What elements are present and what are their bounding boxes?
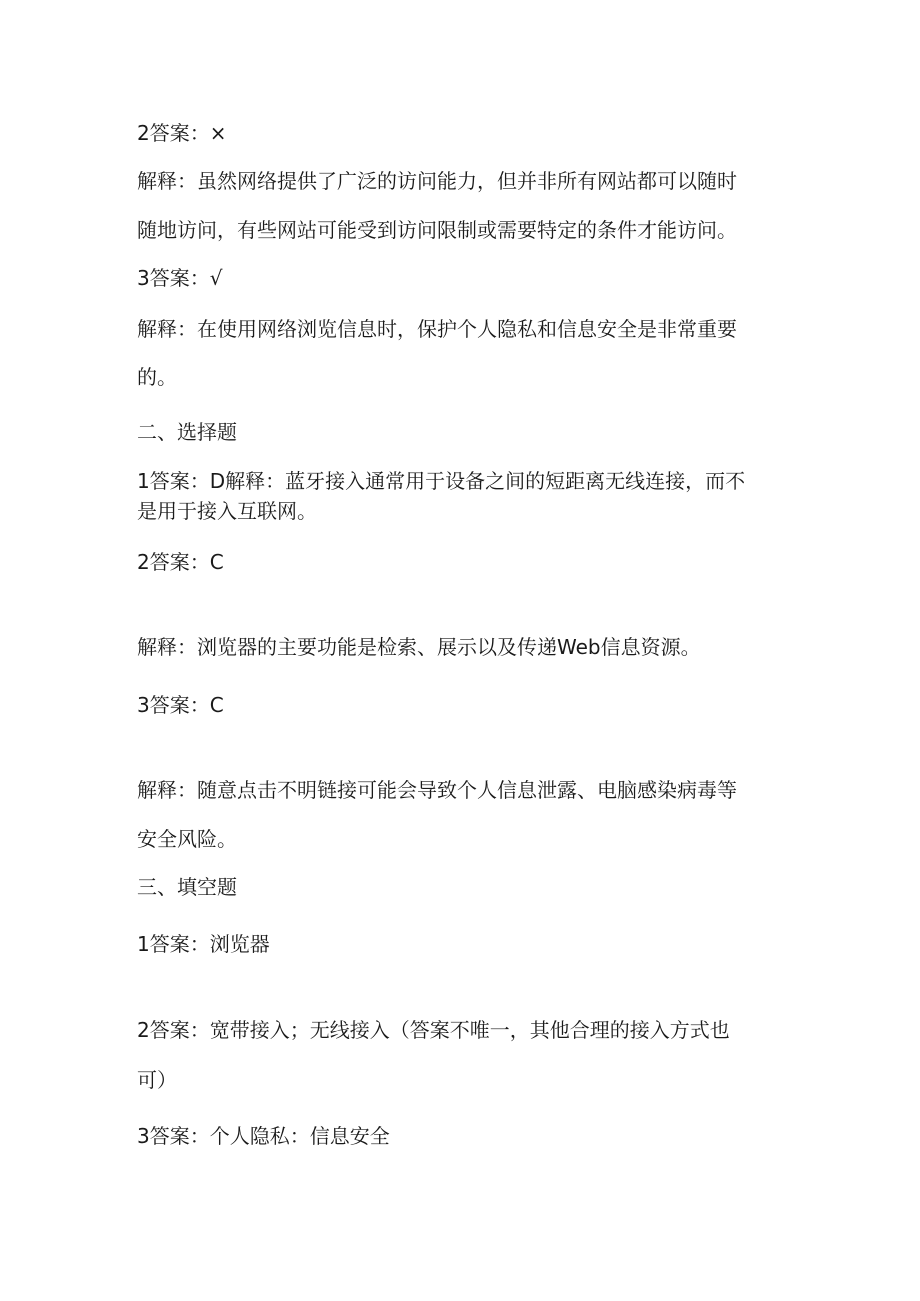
choice-explanation-3-line1: 解释：随意点击不明链接可能会导致个人信息泄露、电脑感染病毒等: [137, 778, 737, 802]
choice-explanation-2: 解释：浏览器的主要功能是检索、展示以及传递Web信息资源。: [137, 635, 701, 659]
tf-explanation-2-line2: 随地访问，有些网站可能受到访问限制或需要特定的条件才能访问。: [137, 218, 737, 242]
section-heading-fill: 三、填空题: [137, 875, 237, 899]
tf-answer-2: 2答案：×: [137, 121, 227, 145]
choice-answer-3: 3答案：C: [137, 693, 224, 717]
choice-answer-2: 2答案：C: [137, 550, 224, 574]
choice-answer-1-line2: 是用于接入互联网。: [137, 499, 317, 523]
tf-explanation-2-line1: 解释：虽然网络提供了广泛的访问能力，但并非所有网站都可以随时: [137, 169, 737, 193]
fill-answer-3: 3答案：个人隐私：信息安全: [137, 1124, 390, 1148]
tf-answer-3: 3答案：√: [137, 266, 223, 290]
choice-answer-1-line1: 1答案：D解释：蓝牙接入通常用于设备之间的短距离无线连接，而不: [137, 469, 746, 493]
tf-explanation-3-line2: 的。: [137, 365, 177, 389]
fill-answer-1: 1答案：浏览器: [137, 932, 270, 956]
section-heading-choice: 二、选择题: [137, 420, 237, 444]
tf-explanation-3-line1: 解释：在使用网络浏览信息时，保护个人隐私和信息安全是非常重要: [137, 317, 737, 341]
fill-answer-2-line1: 2答案：宽带接入；无线接入（答案不唯一，其他合理的接入方式也: [137, 1018, 730, 1042]
choice-explanation-3-line2: 安全风险。: [137, 827, 237, 851]
fill-answer-2-line2: 可）: [137, 1068, 177, 1092]
